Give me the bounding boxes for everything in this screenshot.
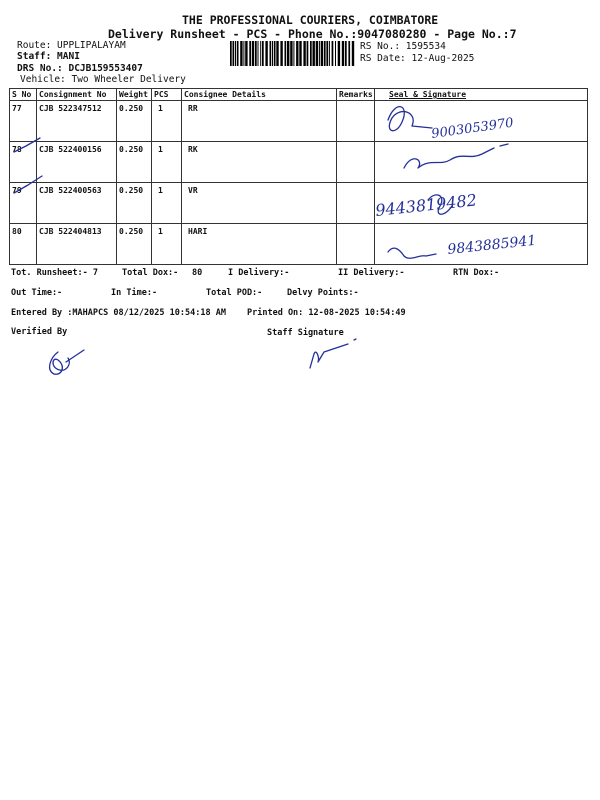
cell-sno: 79 [10,183,37,224]
cell-consignment: CJB 522400156 [37,142,117,183]
total-dox-value: 80 [192,268,203,278]
cell-consignment: CJB 522347512 [37,101,117,142]
cell-pcs: 1 [152,183,182,224]
printed-on: Printed On: 12-08-2025 10:54:49 [247,308,406,318]
handwritten-phone: 9003053970 [430,115,515,142]
route-label: Route: UPPLIPALAYAM [17,40,126,51]
in-time: In Time:- [111,288,158,298]
cell-consignee: RK [182,142,337,183]
col-weight: Weight [117,89,152,101]
rs-date: RS Date: 12-Aug-2025 [360,53,475,64]
vehicle-label: Vehicle: Two Wheeler Delivery [20,74,186,85]
cell-sno: 77 [10,101,37,142]
handwritten-phone: 9843885941 [446,232,538,258]
cell-consignee: RR [182,101,337,142]
col-sno: S No [10,89,37,101]
col-consignee: Consignee Details [182,89,337,101]
col-consignment: Consignment No [37,89,117,101]
staff-signature-label: Staff Signature [267,328,344,338]
handwritten-phone: 9443819482 [374,190,478,220]
cell-pcs: 1 [152,101,182,142]
cell-consignment: CJB 522404813 [37,224,117,265]
cell-weight: 0.250 [117,142,152,183]
cell-sno: 80 [10,224,37,265]
verified-by-label: Verified By [11,327,68,337]
tick-mark-icon [14,176,42,193]
col-seal-signature: Seal & Signature [375,89,588,101]
signature-scribble [404,144,508,168]
total-dox-label: Total Dox:- [122,268,179,278]
tick-mark-icon [14,138,40,152]
drs-number: DRS No.: DCJB159553407 [17,63,143,74]
cell-weight: 0.250 [117,224,152,265]
cell-weight: 0.250 [117,183,152,224]
cell-pcs: 1 [152,142,182,183]
col-remarks: Remarks [337,89,375,101]
cell-consignee: VR [182,183,337,224]
company-title: THE PROFESSIONAL COURIERS, COIMBATORE [182,13,439,27]
verified-signature [50,350,84,374]
tot-runsheet: Tot. Runsheet:- 7 [11,268,98,278]
delvy-points: Delvy Points:- [287,288,359,298]
cell-consignee: HARI [182,224,337,265]
ii-delivery: II Delivery:- [338,268,405,278]
runsheet-subtitle: Delivery Runsheet - PCS - Phone No.:9047080280 - Page No.:7 [108,27,517,41]
signature-scribble [388,107,432,131]
col-pcs: PCS [152,89,182,101]
staff-label: Staff: MANI [17,51,80,62]
cell-sno: 78 [10,142,37,183]
total-pod: Total POD:- [206,288,263,298]
out-time: Out Time:- [11,288,63,298]
cell-consignment: CJB 522400563 [37,183,117,224]
i-delivery: I Delivery:- [228,268,290,278]
rtn-dox: RTN Dox:- [453,268,500,278]
staff-signature [310,339,356,368]
cell-pcs: 1 [152,224,182,265]
entered-by: Entered By :MAHAPCS 08/12/2025 10:54:18 AM [11,308,226,318]
cell-weight: 0.250 [117,101,152,142]
rs-number: RS No.: 1595534 [360,41,446,52]
signature-scribble [388,248,436,258]
